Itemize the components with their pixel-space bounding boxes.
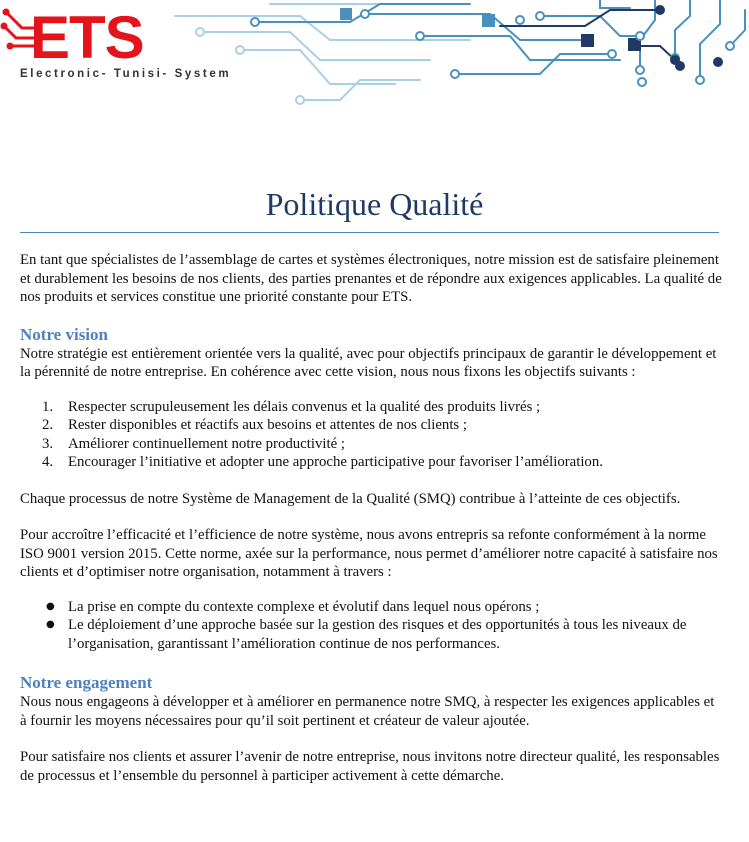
header-graphic bbox=[0, 0, 749, 110]
vision-heading: Notre vision bbox=[20, 324, 108, 344]
intro-paragraph: En tant que spécialistes de l’assemblage de cartes et systèmes électroniques, notre mission est de satisfaire pleinement et durablement les besoins de nos clients, des parties prenantes et de répondre aux exigences applicables. La qualité de nos produits et services constitue une priorité constante pour ETS. bbox=[20, 252, 722, 305]
engagement-paragraph-1: Nous nous engageons à développer et à améliorer en permanence notre SMQ, à respecter les exigences applicables et à fournir les moyens nécessaires pour qu’il soit pertinent et créateur de valeur ajoutée. bbox=[20, 694, 715, 729]
engagement-heading: Notre engagement bbox=[20, 673, 153, 692]
list-item: 4. Encourager l’initiative et adopter une approche participative pour favoriser l’amélioration. bbox=[42, 454, 603, 470]
ets-logo-icon bbox=[1, 4, 144, 71]
circuit-nodes bbox=[196, 5, 734, 104]
engagement-paragraph-2: Pour satisfaire nos clients et assurer l’avenir de notre entreprise, nous invitons notre directeur qualité, les responsables de processus et l’ensemble du personnel à participer activement à cette démarche. bbox=[20, 749, 720, 784]
list-item: 1. Respecter scrupuleusement les délais convenus et la qualité des produits livrés ; bbox=[42, 398, 541, 415]
svg-text:ETS: ETS bbox=[30, 4, 144, 71]
circuit-decoration bbox=[175, 0, 745, 100]
smq-paragraph: Chaque processus de notre Système de Management de la Qualité (SMQ) contribue à l’atteinte de ces objectifs. bbox=[20, 490, 681, 507]
list-item: 3. Améliorer continuellement notre productivité ; bbox=[42, 435, 345, 452]
iso-paragraph: Pour accroître l’efficacité et l’efficience de notre système, nous avons entrepris sa refonte conformément à la norme ISO 9001 version 2015. Cette norme, axée sur la performance, nous permet d’améliorer notre capacité à satisfaire nos clients et d’optimiser notre organisation, notamment à travers : bbox=[20, 527, 718, 580]
vision-paragraph: Notre stratégie est entièrement orientée vers la qualité, avec pour objectifs principaux de garantir le développement et la pérennité de notre entreprise. En cohérence avec cette vision, nous nous fixons les objectifs suivants : bbox=[20, 345, 717, 380]
list-item: ● Le déploiement d’une approche basée sur la gestion des risques et des opportunités à tous les niveaux de l’organisation, garantissant l’amélioration continue de nos performances. bbox=[46, 617, 687, 652]
page-header bbox=[0, 0, 749, 110]
objectives-list bbox=[20, 398, 722, 472]
bullet-icon: ● bbox=[46, 600, 55, 612]
document-body bbox=[20, 251, 722, 785]
approach-bullet-list bbox=[20, 598, 722, 654]
list-item: ● La prise en compte du contexte complexe et évolutif dans lequel nous opérons ; bbox=[46, 598, 540, 615]
logo-tagline: Electronic- Tunisi- System bbox=[20, 68, 232, 80]
title-divider bbox=[20, 232, 719, 233]
bullet-icon: ● bbox=[46, 619, 55, 630]
page-title: Politique Qualité bbox=[265, 186, 484, 222]
list-item: 2. Rester disponibles et réactifs aux besoins et attentes de nos clients ; bbox=[42, 417, 468, 433]
